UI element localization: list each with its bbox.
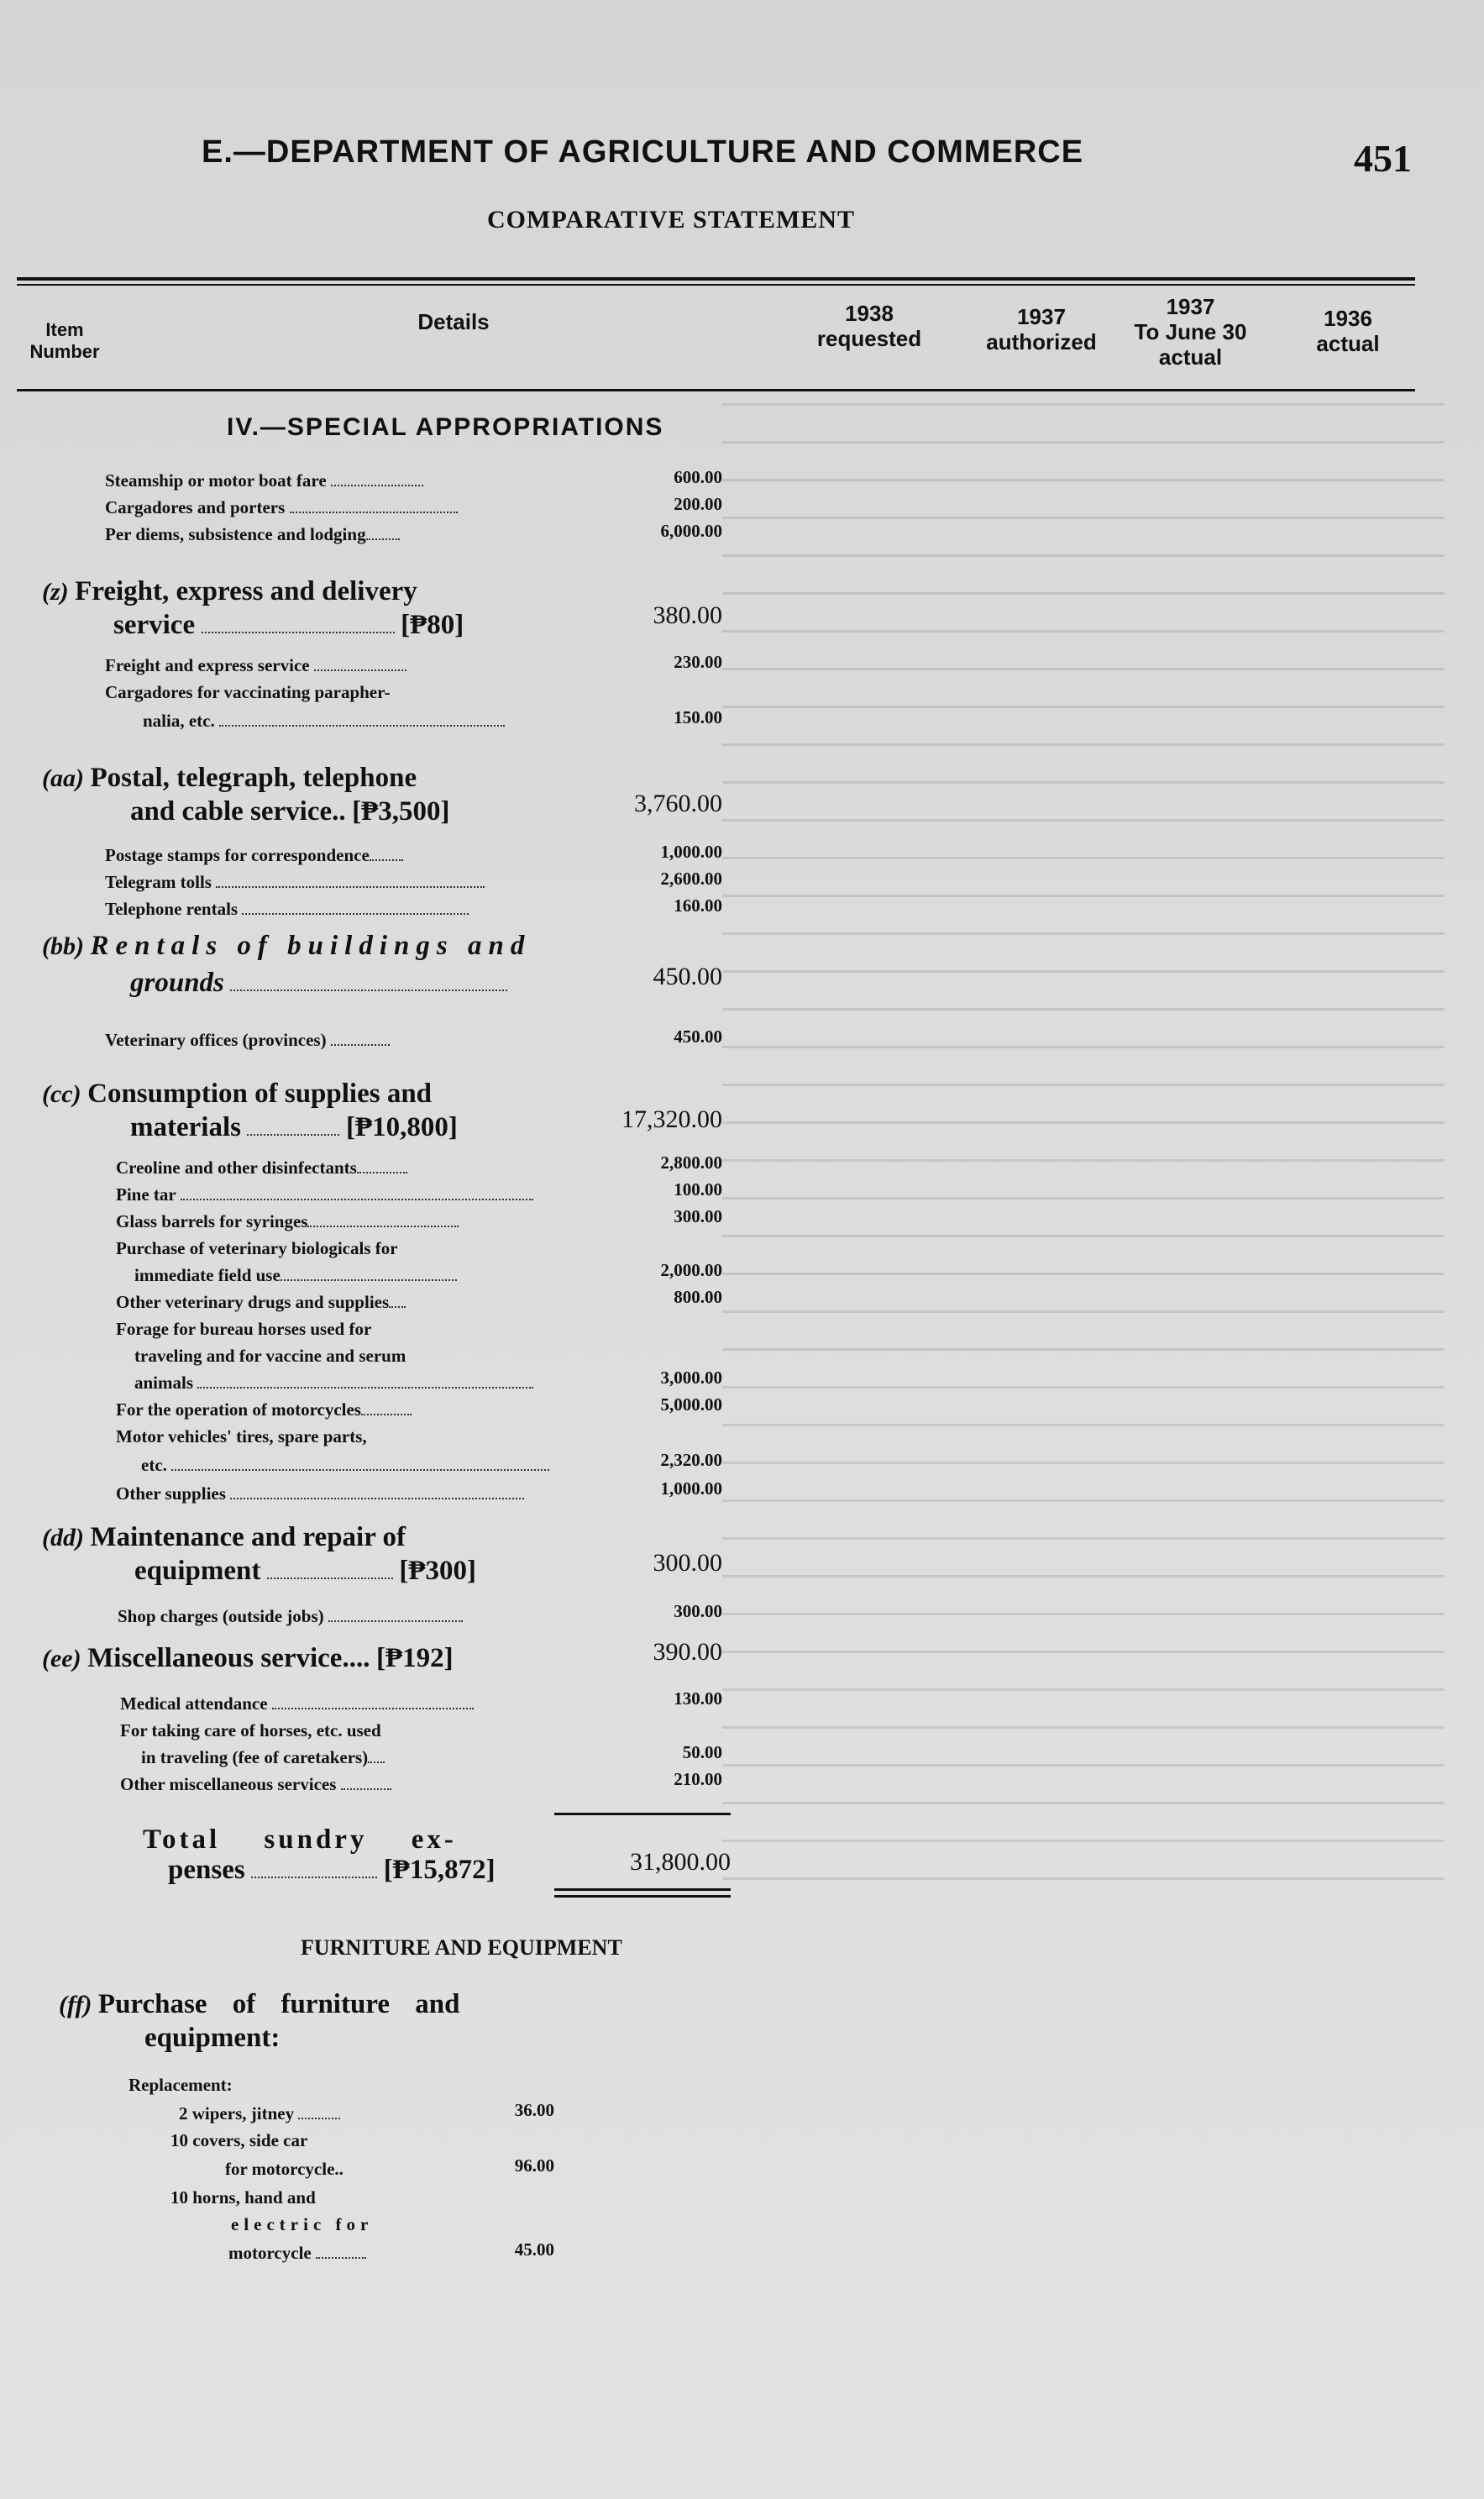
furniture-amount: 45.00 xyxy=(514,2239,554,2260)
item-dd-heading: (dd) Maintenance and repair of xyxy=(42,1522,406,1552)
detail-line: Other veterinary drugs and supplies xyxy=(116,1292,406,1313)
item-z-heading: (z) Freight, express and delivery xyxy=(42,576,417,606)
detail-line: Postage stamps for correspondence xyxy=(105,845,403,866)
item-dd-heading-2: equipment [₱300] xyxy=(134,1556,476,1586)
item-bb-heading-2: grounds xyxy=(130,968,507,999)
detail-line: Shop charges (outside jobs) xyxy=(118,1606,463,1627)
detail-line: Medical attendance xyxy=(120,1693,474,1714)
detail-line: in traveling (fee of caretakers) xyxy=(141,1747,385,1768)
total-double-rule xyxy=(554,1888,731,1891)
detail-amount: 2,800.00 xyxy=(660,1152,722,1173)
detail-line: For the operation of motorcycles xyxy=(116,1399,412,1420)
total-sundry-heading-2: penses [₱15,872] xyxy=(168,1855,496,1885)
detail-line: Per diems, subsistence and lodging xyxy=(105,524,400,545)
detail-amount: 600.00 xyxy=(674,467,722,487)
total-sundry-amount: 31,800.00 xyxy=(630,1848,731,1876)
detail-amount: 50.00 xyxy=(682,1742,722,1762)
detail-amount: 300.00 xyxy=(674,1601,722,1621)
detail-amount: 5,000.00 xyxy=(660,1394,722,1415)
detail-line: immediate field use xyxy=(134,1265,457,1286)
header-top-rule-2 xyxy=(17,284,1415,286)
detail-amount: 2,600.00 xyxy=(660,869,722,889)
detail-amount: 210.00 xyxy=(674,1769,722,1789)
detail-line: Forage for bureau horses used for xyxy=(116,1319,372,1339)
page-title: E.—DEPARTMENT OF AGRICULTURE AND COMMERCE xyxy=(202,134,1084,170)
column-1938-requested: 1938 requested xyxy=(816,301,922,351)
detail-line: Pine tar xyxy=(116,1184,533,1205)
column-1936-actual: 1936 actual xyxy=(1316,306,1380,356)
detail-amount: 230.00 xyxy=(674,652,722,672)
item-cc-heading: (cc) Consumption of supplies and xyxy=(42,1079,433,1109)
item-cc-total: 17,320.00 xyxy=(621,1105,722,1133)
header-top-rule xyxy=(17,277,1415,281)
detail-line: Cargadores and porters xyxy=(105,497,458,518)
detail-line: Cargadores for vaccinating parapher- xyxy=(105,682,391,702)
detail-amount: 1,000.00 xyxy=(660,1478,722,1499)
detail-line: Steamship or motor boat fare xyxy=(105,470,423,491)
detail-line: Other supplies xyxy=(116,1483,524,1504)
column-1937-authorized: 1937 authorized xyxy=(986,304,1097,354)
detail-amount: 150.00 xyxy=(674,707,722,727)
detail-line: Telephone rentals xyxy=(105,899,469,920)
item-ee-heading: (ee) Miscellaneous service.... [₱192] xyxy=(42,1643,454,1673)
detail-amount: 6,000.00 xyxy=(660,521,722,541)
detail-amount: 1,000.00 xyxy=(660,842,722,862)
detail-line: nalia, etc. xyxy=(143,711,505,732)
item-cc-heading-2: materials [₱10,800] xyxy=(130,1112,458,1142)
column-item-number: Item Number xyxy=(29,319,100,362)
item-z-total: 380.00 xyxy=(653,601,722,629)
detail-amount: 2,320.00 xyxy=(660,1450,722,1470)
item-bb-total: 450.00 xyxy=(653,963,722,990)
item-aa-heading: (aa) Postal, telegraph, telephone xyxy=(42,763,417,793)
header-bottom-rule xyxy=(17,389,1415,391)
detail-line: Other miscellaneous services xyxy=(120,1774,391,1795)
detail-line: Veterinary offices (provinces) xyxy=(105,1030,390,1051)
section-heading: IV.—SPECIAL APPROPRIATIONS xyxy=(227,413,664,441)
detail-line: traveling and for vaccine and serum xyxy=(134,1346,406,1366)
detail-line: For taking care of horses, etc. used xyxy=(120,1720,381,1740)
item-dd-total: 300.00 xyxy=(653,1549,722,1577)
bleed-through-background xyxy=(722,403,1445,2293)
detail-line: animals xyxy=(134,1373,533,1394)
item-ff-heading-2: equipment: xyxy=(144,2023,281,2053)
item-aa-total: 3,760.00 xyxy=(634,790,722,817)
detail-amount: 450.00 xyxy=(674,1026,722,1047)
detail-amount: 2,000.00 xyxy=(660,1260,722,1280)
detail-amount: 200.00 xyxy=(674,494,722,514)
furniture-line: 10 horns, hand and xyxy=(170,2187,316,2208)
detail-line: etc. xyxy=(141,1455,549,1476)
item-z-heading-2: service [₱80] xyxy=(113,610,464,640)
item-bb-heading: (bb) Rentals of buildings and xyxy=(42,931,532,961)
detail-line: Telegram tolls xyxy=(105,872,485,893)
detail-line: Purchase of veterinary biologicals for xyxy=(116,1238,398,1258)
column-1937-to-june-30: 1937 To June 30 actual xyxy=(1134,294,1247,370)
detail-amount: 800.00 xyxy=(674,1287,722,1307)
detail-amount: 300.00 xyxy=(674,1206,722,1226)
detail-line: Motor vehicles' tires, spare parts, xyxy=(116,1426,367,1446)
item-ee-total: 390.00 xyxy=(653,1638,722,1666)
subtotal-rule xyxy=(554,1813,731,1815)
furniture-heading: FURNITURE AND EQUIPMENT xyxy=(301,1935,622,1960)
detail-amount: 130.00 xyxy=(674,1688,722,1709)
detail-line: Glass barrels for syringes xyxy=(116,1211,459,1232)
total-double-rule-2 xyxy=(554,1895,731,1898)
furniture-line: 10 covers, side car xyxy=(170,2130,308,2150)
furniture-amount: 36.00 xyxy=(514,2100,554,2120)
furniture-line: motorcycle xyxy=(228,2243,366,2264)
detail-line: Freight and express service xyxy=(105,655,406,676)
replacement-label: Replacement: xyxy=(128,2075,233,2095)
furniture-line: for motorcycle.. xyxy=(225,2159,343,2179)
detail-amount: 160.00 xyxy=(674,895,722,916)
item-aa-heading-2: and cable service.. [₱3,500] xyxy=(130,796,450,827)
page-number: 451 xyxy=(1354,137,1412,180)
detail-amount: 100.00 xyxy=(674,1179,722,1200)
item-ff-heading: (ff) Purchase of furniture and xyxy=(59,1989,460,2019)
furniture-amount: 96.00 xyxy=(514,2155,554,2176)
detail-line: Creoline and other disinfectants xyxy=(116,1158,407,1179)
detail-amount: 3,000.00 xyxy=(660,1368,722,1388)
furniture-line: 2 wipers, jitney xyxy=(179,2103,340,2124)
column-details: Details xyxy=(417,309,490,334)
total-sundry-heading: Total sundry ex- xyxy=(143,1824,457,1855)
furniture-line: electric for xyxy=(231,2214,374,2234)
page-subtitle: COMPARATIVE STATEMENT xyxy=(487,206,855,234)
